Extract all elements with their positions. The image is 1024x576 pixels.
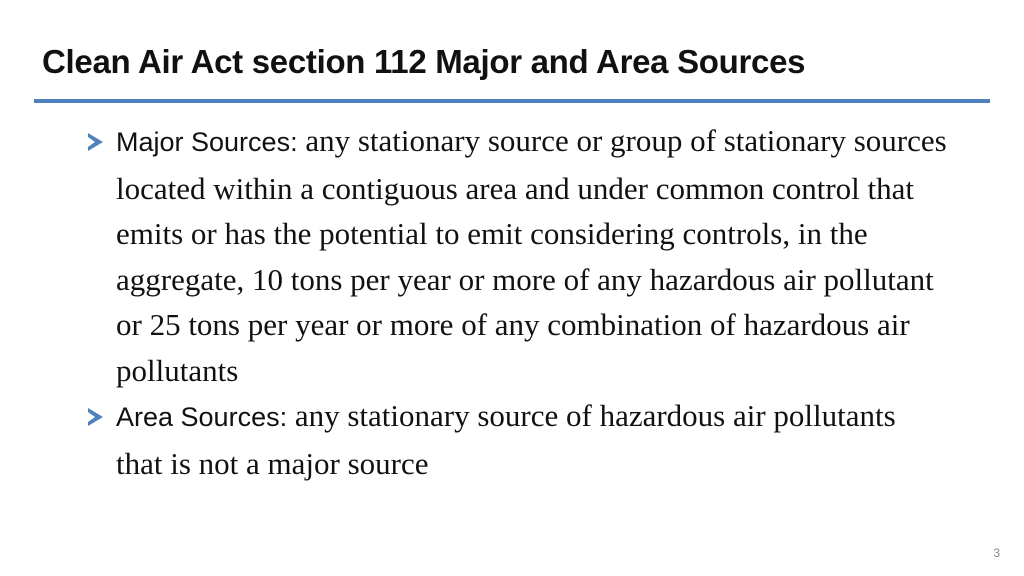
slide-title: Clean Air Act section 112 Major and Area Sources	[42, 43, 806, 80]
bullet-text: any stationary source or group of stationary sources located within a contiguous area and under common control that emits or has the potential to emit considering controls, in the aggregate, 10 tons per year or more of any hazardous air pollutant or 25 tons per year or more of any combination of hazardous air pollutants	[116, 123, 947, 388]
bullet-major-sources	[88, 118, 948, 393]
bullet-area-sources	[88, 393, 948, 486]
arrow-bullet-icon	[88, 133, 103, 151]
bullet-term: Major Sources:	[116, 127, 298, 157]
arrow-bullet-icon	[88, 408, 103, 426]
bullet-term: Area Sources:	[116, 402, 288, 432]
page-number: 3	[993, 546, 1000, 560]
bullet-list	[88, 118, 948, 486]
bullet-text: any stationary source of hazardous air pollutants that is not a major source	[116, 398, 896, 481]
title-divider	[34, 99, 990, 103]
